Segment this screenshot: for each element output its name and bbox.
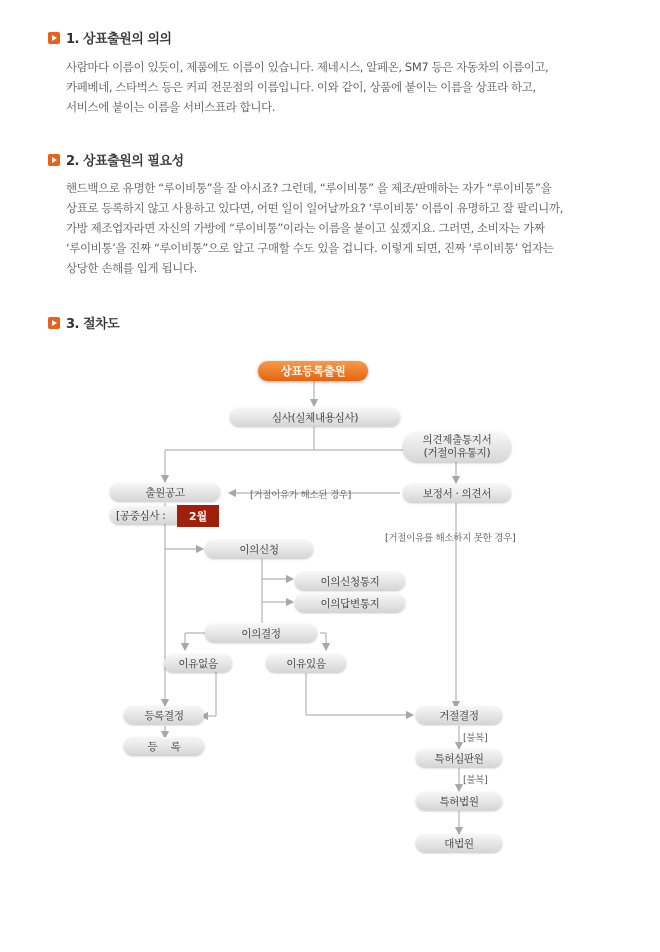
paragraph-line: 사람마다 이름이 있듯이, 제품에도 이름이 있습니다. 제네시스, 알페온, SM7 등은 자동차의 이름이고, [66,60,549,74]
no-reason-node: 이유없음 [164,654,232,672]
note-unresolved: [거절이유를 해소하지 못한 경우] [385,533,516,544]
play-bullet-icon [48,317,60,329]
registration-node: 등 록 [124,737,204,755]
notice-node [403,432,511,462]
section-3-title [48,313,119,332]
note-resolved: [거절이유가 해소된 경우] [250,490,352,501]
paragraph-line: 서비스에 붙이는 이름을 서비스표라 합니다. [66,100,276,114]
play-bullet-icon [48,154,60,166]
play-bullet-icon [48,32,60,44]
section-1-title [48,28,171,47]
section-1-body [66,57,646,117]
paragraph-line: 가방 제조업자라면 자신의 가방에 “루이비통”이라는 이름을 붙이고 싶겠지요. 그러면, 소비자는 가짜 [66,221,545,235]
trial-board-node: 특허심판원 [416,749,502,767]
opposition-notice-node: 이의신청통지 [295,572,405,590]
section-2-title [48,150,184,169]
refusal-node: 거절결정 [416,706,502,724]
section-2-title-text: 2. 상표출원의 필요성 [66,154,184,169]
exam-node: 심사(실체내용심사) [230,408,400,426]
paragraph-line: 핸드백으로 유명한 “루이비통”을 잘 아시죠? 그런데, “루이비통” 을 제조/판매하는 자가 “루이비통”을 [66,181,552,195]
paragraph-line: 카페베네, 스타벅스 등은 커피 전문점의 이름입니다. 이와 같이, 상품에 붙이는 이름을 상표라 하고, [66,80,536,94]
paragraph-line: 상당한 손해를 입게 됩니다. [66,261,197,275]
opposition-period-node: [공중심사 : [110,506,186,524]
section-1-title-text: 1. 상표출원의 의의 [66,32,172,47]
opposition-node: 이의신청 [205,540,313,558]
publication-node: 출원공고 [110,483,220,501]
paragraph-line: 상표로 등록하지 않고 사용하고 있다면, 어떤 일이 일어날까요? ‘루이비통’ 이름이 유명하고 잘 팔리니까, [66,201,563,215]
has-reason-node: 이유있음 [266,654,346,672]
period-badge: 2월 [177,505,219,527]
supreme-court-node: 대법원 [416,834,502,852]
amend-node: 보정서 · 의견서 [403,484,511,502]
notice-line-1: 의견제출통지서 [422,434,492,446]
appeal-note-2: [불복] [463,775,488,786]
procedure-flowchart [0,340,660,880]
appeal-note-1: [불복] [463,733,488,744]
paragraph-line: ‘루이비통’을 진짜 “루이비통”으로 알고 구매할 수도 있을 겁니다. 이렇게 되면, 진짜 ‘루이비통’ 업자는 [66,241,554,255]
section-2-body [66,178,646,278]
notice-line-2: (거절이유통지) [423,447,491,459]
patent-court-node: 특허법원 [416,792,502,810]
start-node: 상표등록출원 [258,361,368,381]
opposition-decision-node: 이의결정 [205,624,317,642]
section-3-title-text: 3. 절차도 [66,317,120,332]
opposition-reply-node: 이의답변통지 [295,594,405,612]
registration-decision-node: 등록결정 [124,706,204,724]
